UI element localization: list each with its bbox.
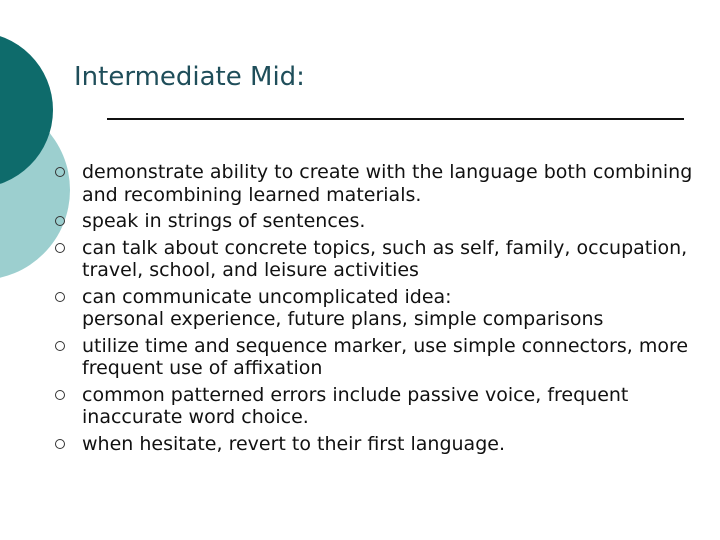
bullet-text: common patterned errors include passive voice, frequent inaccurate word choice. xyxy=(82,383,629,428)
circle-bullet-icon xyxy=(55,292,65,302)
bullet-item xyxy=(52,335,712,380)
bullet-item xyxy=(52,237,712,282)
bullet-text: when hesitate, revert to their first language. xyxy=(82,432,505,455)
bullet-item xyxy=(52,210,712,233)
bullet-item xyxy=(52,384,712,429)
circle-bullet-icon xyxy=(55,167,65,177)
circle-bullet-icon xyxy=(55,216,65,226)
circle-bullet-icon xyxy=(55,341,65,351)
bullet-text: speak in strings of sentences. xyxy=(82,210,366,232)
slide-title: Intermediate Mid: xyxy=(74,62,305,92)
title-underline xyxy=(107,118,684,120)
circle-bullet-icon xyxy=(55,390,65,400)
bullet-text: demonstrate ability to create with the language both combining and recombining learned materials. xyxy=(82,161,693,206)
circle-bullet-icon xyxy=(55,243,65,253)
circle-bullet-icon xyxy=(55,439,65,449)
bullet-text: can talk about concrete topics, such as self, family, occupation, travel, school, and leisure activities xyxy=(82,236,688,281)
bullet-text: utilize time and sequence marker, use simple connectors, more frequent use of affixation xyxy=(82,334,689,379)
bullet-text: can communicate uncomplicated idea: xyxy=(82,285,452,308)
bullet-item xyxy=(52,433,712,456)
bullet-continuation xyxy=(52,308,712,331)
bullet-item xyxy=(52,161,712,206)
bullet-text: personal experience, future plans, simple comparisons xyxy=(82,308,604,330)
bullet-item xyxy=(52,286,712,309)
bullet-list xyxy=(52,161,712,459)
